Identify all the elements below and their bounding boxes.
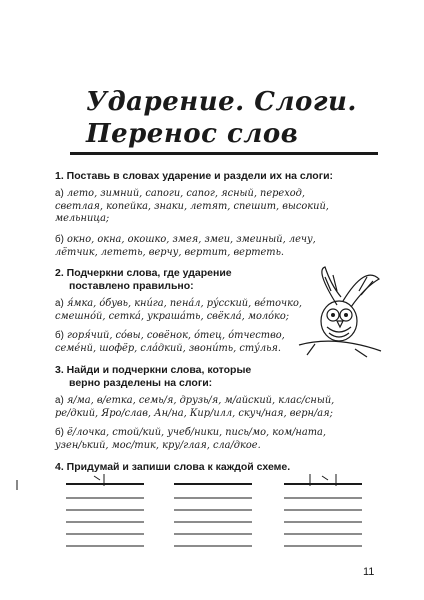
task-2-b: [55, 330, 285, 355]
task-1-a-line-2: светлая, копейка, знаки, летят, спешит, высокий,: [55, 200, 329, 212]
task-1-b-label: б): [55, 234, 64, 245]
task-3-b-line-1: ё/лочка, стой/кий, учеб/ники, пись/мо, ком/ната,: [67, 427, 326, 438]
task-1-a: [55, 188, 329, 226]
title-line-1: Ударение. Слоги.: [86, 87, 357, 117]
task-1-a-line-1: лето, зимний, сапоги, сапог, ясный, переход,: [66, 188, 305, 199]
task-2-b-label: б): [55, 330, 64, 341]
task-4-heading: 4. Придумай и запиши слова к каждой схеме.: [55, 461, 291, 473]
task-3-heading-line-2: верно разделены на слоги:: [69, 377, 213, 389]
page-title: [86, 86, 357, 150]
task-3-b: [55, 427, 326, 452]
scan-edge-mark: [16, 480, 18, 490]
task-3-heading: [55, 364, 251, 390]
scheme-3-accent: [322, 476, 328, 480]
task-2-a-line-1: я́мка, о́бувь, кни́га, пена́л, ру́сский, ве́точко,: [66, 298, 302, 309]
syllable-scheme-2: [172, 472, 262, 552]
task-2-heading: [55, 267, 232, 293]
owl-beak: [337, 321, 343, 327]
task-1-b: [55, 234, 316, 259]
page-number: 11: [363, 566, 375, 578]
task-1-heading: 1. Поставь в словах ударение и раздели их на слоги:: [55, 170, 334, 182]
task-3-a-line-1: я/ма, в/етка, семь/я, друзь/я, м/айский, клас/сный,: [66, 395, 335, 406]
syllable-scheme-1: [64, 472, 154, 552]
task-1-a-line-3: мельница;: [55, 213, 110, 224]
owl-wing-left: [322, 267, 341, 305]
task-2-heading-line-2: поставлено правильно:: [69, 280, 194, 292]
title-line-2: Перенос слов: [86, 119, 299, 149]
task-3-b-label: б): [55, 427, 64, 438]
task-2-b-line-1: горя́чий, со́вы, совёнок, о́тец, о́тчество,: [67, 330, 285, 341]
task-1-b-line-2: лётчик, лететь, верчу, вертит, вертеть.: [55, 246, 285, 258]
task-1-a-label: а): [55, 188, 64, 199]
task-2-heading-line-1: 2. Подчеркни слова, где ударение: [55, 267, 232, 279]
syllable-scheme-3: [282, 472, 372, 552]
task-2-b-line-2: семе́нй, шофёр, сла́дкий, звони́ть, сту́лья.: [55, 342, 282, 354]
task-3-a: [55, 395, 334, 420]
task-3-b-line-2: узен/ький, мос/тик, кру/глая, сла/дкое.: [55, 439, 261, 451]
owl-wing-right: [343, 275, 379, 307]
task-3-a-label: а): [55, 395, 64, 406]
task-3-heading-line-1: 3. Найди и подчеркни слова, которые: [55, 364, 252, 376]
owl-branch: [299, 341, 381, 357]
task-3-a-line-2: ре/дкий, Яро/слав, Ан/на, Кир/илл, скуч/ная, верн/ая;: [55, 407, 333, 419]
owl-illustration: [295, 265, 383, 360]
task-2-a: [55, 298, 302, 323]
task-2-a-label: а): [55, 298, 64, 309]
title-rule: [70, 152, 378, 155]
scheme-1-accent: [94, 476, 100, 480]
task-1-b-line-1: окно, окна, окошко, змея, змеи, змеиный, лечу,: [67, 234, 316, 245]
task-2-a-line-2: смешно́й, сетка́, украша́ть, свёкла́, моло́ко;: [55, 310, 290, 322]
